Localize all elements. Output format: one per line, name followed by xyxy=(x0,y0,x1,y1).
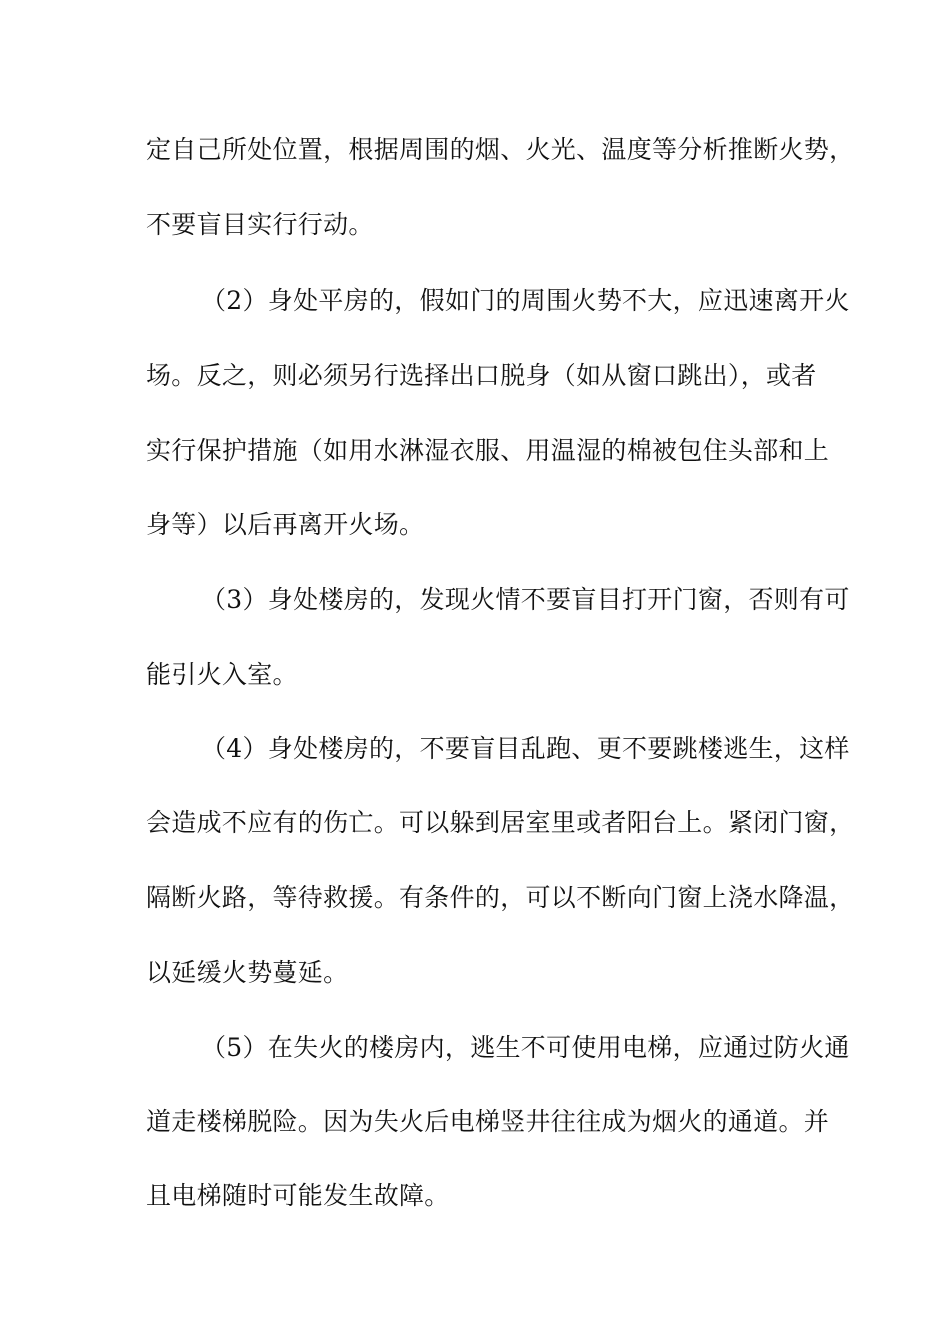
paragraph-2-line-3: 实行保护措施（如用水淋湿衣服、用温湿的棉被包住头部和上 xyxy=(146,436,830,465)
paragraph-5-line-2: 道走楼梯脱险。因为失火后电梯竖井往往成为烟火的通道。并 xyxy=(146,1107,830,1136)
paragraph-2-line-1: （2）身处平房的，假如门的周围火势不大，应迅速离开火 xyxy=(201,286,850,315)
paragraph-2-line-2: 场。反之，则必须另行选择出口脱身（如从窗口跳出），或者 xyxy=(146,361,817,390)
paragraph-5-line-1: （5）在失火的楼房内，逃生不可使用电梯，应通过防火通 xyxy=(201,1033,850,1062)
paragraph-1-line-1: 定自己所处位置，根据周围的烟、火光、温度等分析推断火势， xyxy=(146,135,855,164)
paragraph-4-line-3: 隔断火路，等待救援。有条件的，可以不断向门窗上浇水降温， xyxy=(146,883,855,912)
paragraph-4-line-1: （4）身处楼房的，不要盲目乱跑、更不要跳楼逃生，这样 xyxy=(201,734,850,763)
paragraph-4-line-2: 会造成不应有的伤亡。可以躲到居室里或者阳台上。紧闭门窗， xyxy=(146,808,855,837)
paragraph-3-line-1: （3）身处楼房的，发现火情不要盲目打开门窗，否则有可 xyxy=(201,585,850,614)
paragraph-5-line-3: 且电梯随时可能发生故障。 xyxy=(146,1181,450,1210)
paragraph-4-line-4: 以延缓火势蔓延。 xyxy=(146,958,349,987)
paragraph-2-line-4: 身等）以后再离开火场。 xyxy=(146,510,425,539)
paragraph-3-line-2: 能引火入室。 xyxy=(146,660,298,689)
paragraph-1-line-2: 不要盲目实行行动。 xyxy=(146,210,374,239)
